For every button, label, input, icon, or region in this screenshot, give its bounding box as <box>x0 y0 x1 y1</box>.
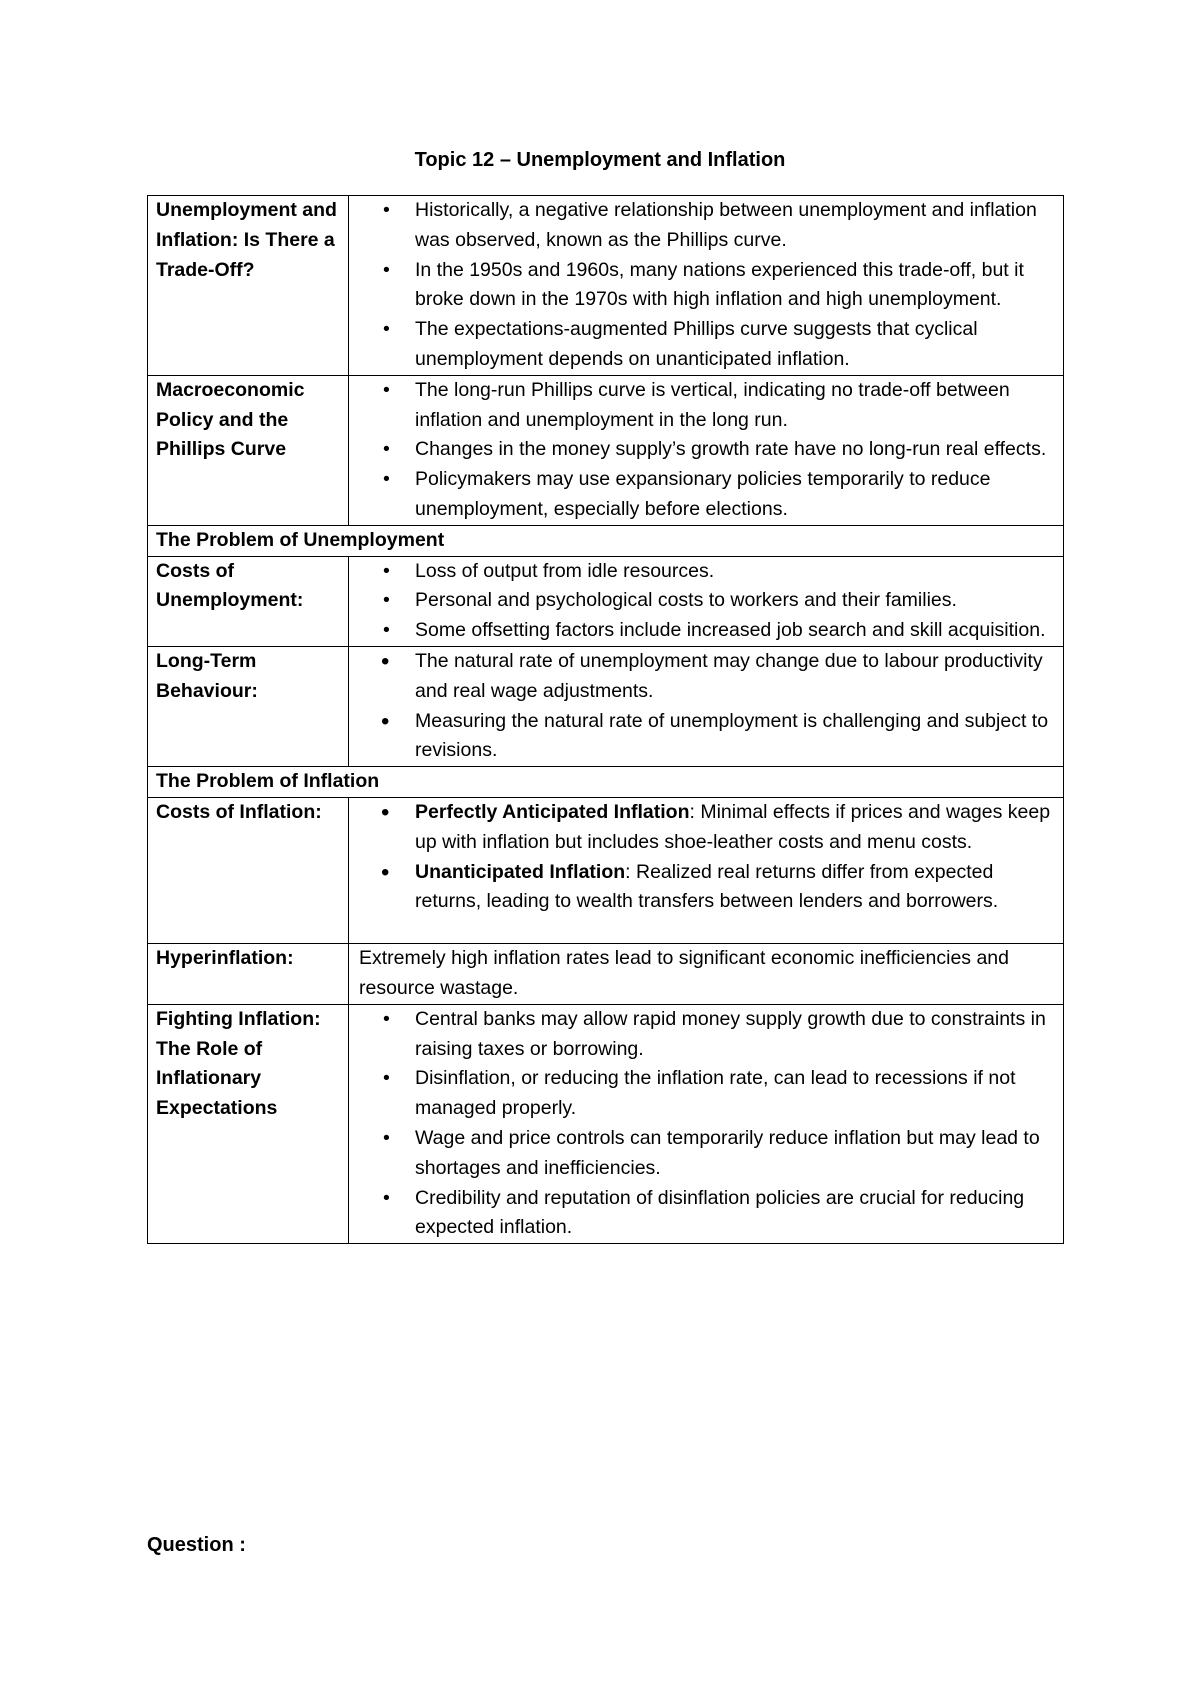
bullet-icon: • <box>383 258 390 281</box>
bullet-icon: • <box>383 1126 390 1149</box>
list-item: • Disinflation, or reducing the inflation rate, can lead to recessions if not managed properly. <box>415 1064 1055 1124</box>
row-content <box>349 646 1064 766</box>
bullet-icon: • <box>381 798 390 826</box>
bullet-icon: • <box>383 318 390 341</box>
list-item: • The natural rate of unemployment may change due to labour productivity and real wage adjustments. <box>381 647 1043 702</box>
table-row <box>148 797 1064 943</box>
bullet-list <box>357 376 1055 525</box>
table-row <box>148 196 1064 376</box>
list-item: • Perfectly Anticipated Inflation: Minimal effects if prices and wages keep up with inflation but includes shoe-leather costs and menu costs. <box>381 798 1051 853</box>
list-item: • In the 1950s and 1960s, many nations experienced this trade-off, but it broke down in the 1970s with high inflation and high unemployment. <box>415 256 1055 316</box>
question-label: Question : <box>147 1534 246 1556</box>
list-item: • The long-run Phillips curve is vertical, indicating no trade-off between inflation and unemployment in the long run. <box>415 376 1055 436</box>
bullet-icon: • <box>383 589 390 612</box>
section-row <box>148 767 1064 798</box>
row-content <box>349 196 1064 376</box>
notes-table <box>147 195 1064 1244</box>
row-content <box>349 944 1064 1005</box>
bullet-icon: • <box>383 619 390 642</box>
row-heading: Fighting Inflation: The Role of Inflationary Expectations <box>148 1004 349 1243</box>
list-item: • Personal and psychological costs to workers and their families. <box>415 586 1055 616</box>
list-item: • The expectations-augmented Phillips curve suggests that cyclical unemployment depends on unanticipated inflation. <box>415 315 1055 375</box>
bullet-icon: • <box>383 559 390 582</box>
bullet-icon: • <box>383 438 390 461</box>
table-row <box>148 646 1064 766</box>
row-heading: Costs of Unemployment: <box>148 556 349 646</box>
list-item: • Unanticipated Inflation: Realized real returns differ from expected returns, leading to wealth transfers between lenders and borrowers. <box>381 858 999 913</box>
row-content <box>349 797 1064 943</box>
list-item: • Policymakers may use expansionary policies temporarily to reduce unemployment, especially before elections. <box>415 465 1055 525</box>
row-heading: Macroeconomic Policy and the Phillips Curve <box>148 375 349 525</box>
bullet-list <box>357 647 1055 766</box>
bullet-icon: • <box>381 858 390 886</box>
bullet-icon: • <box>383 1067 390 1090</box>
list-item: • Wage and price controls can temporarily reduce inflation but may lead to shortages and inefficiencies. <box>415 1124 1055 1184</box>
bullet-icon: • <box>381 647 390 675</box>
row-content <box>349 1004 1064 1243</box>
bullet-icon: • <box>383 1007 390 1030</box>
bullet-icon: • <box>383 468 390 491</box>
list-item: • Some offsetting factors include increased job search and skill acquisition. <box>415 616 1055 646</box>
spacer <box>357 917 1055 943</box>
term-label: Perfectly Anticipated Inflation <box>415 800 690 823</box>
list-item: • Historically, a negative relationship between unemployment and inflation was observed, known as the Phillips curve. <box>415 196 1055 256</box>
table-row <box>148 1004 1064 1243</box>
table-row <box>148 556 1064 646</box>
section-heading-unemployment: The Problem of Unemployment <box>148 525 1064 556</box>
row-heading: Costs of Inflation: <box>148 797 349 943</box>
row-heading: Hyperinflation: <box>148 944 349 1005</box>
bullet-list <box>357 798 1055 917</box>
row-heading: Unemployment and Inflation: Is There a Trade-Off? <box>148 196 349 376</box>
row-text: Extremely high inflation rates lead to significant economic inefficiencies and resource wastage. <box>359 947 1009 999</box>
list-item: • Central banks may allow rapid money supply growth due to constraints in raising taxes or borrowing. <box>415 1005 1055 1065</box>
page-title: Topic 12 – Unemployment and Inflation <box>414 149 786 171</box>
row-heading: Long-Term Behaviour: <box>148 646 349 766</box>
list-item: • Changes in the money supply’s growth rate have no long-run real effects. <box>415 435 1055 465</box>
table-row <box>148 375 1064 525</box>
list-item: • Loss of output from idle resources. <box>415 557 1055 587</box>
bullet-list <box>357 196 1055 375</box>
bullet-icon: • <box>381 707 390 735</box>
table-row <box>148 944 1064 1005</box>
bullet-list <box>357 557 1055 646</box>
bullet-list <box>357 1005 1055 1243</box>
bullet-icon: • <box>383 378 390 401</box>
list-item: • Credibility and reputation of disinflation policies are crucial for reducing expected inflation. <box>415 1184 1055 1244</box>
list-item: • Measuring the natural rate of unemployment is challenging and subject to revisions. <box>381 707 1049 762</box>
section-heading-inflation: The Problem of Inflation <box>148 767 1064 798</box>
bullet-icon: • <box>383 1186 390 1209</box>
row-content <box>349 556 1064 646</box>
term-label: Unanticipated Inflation <box>415 860 626 883</box>
row-content <box>349 375 1064 525</box>
section-row <box>148 525 1064 556</box>
bullet-icon: • <box>383 199 390 221</box>
